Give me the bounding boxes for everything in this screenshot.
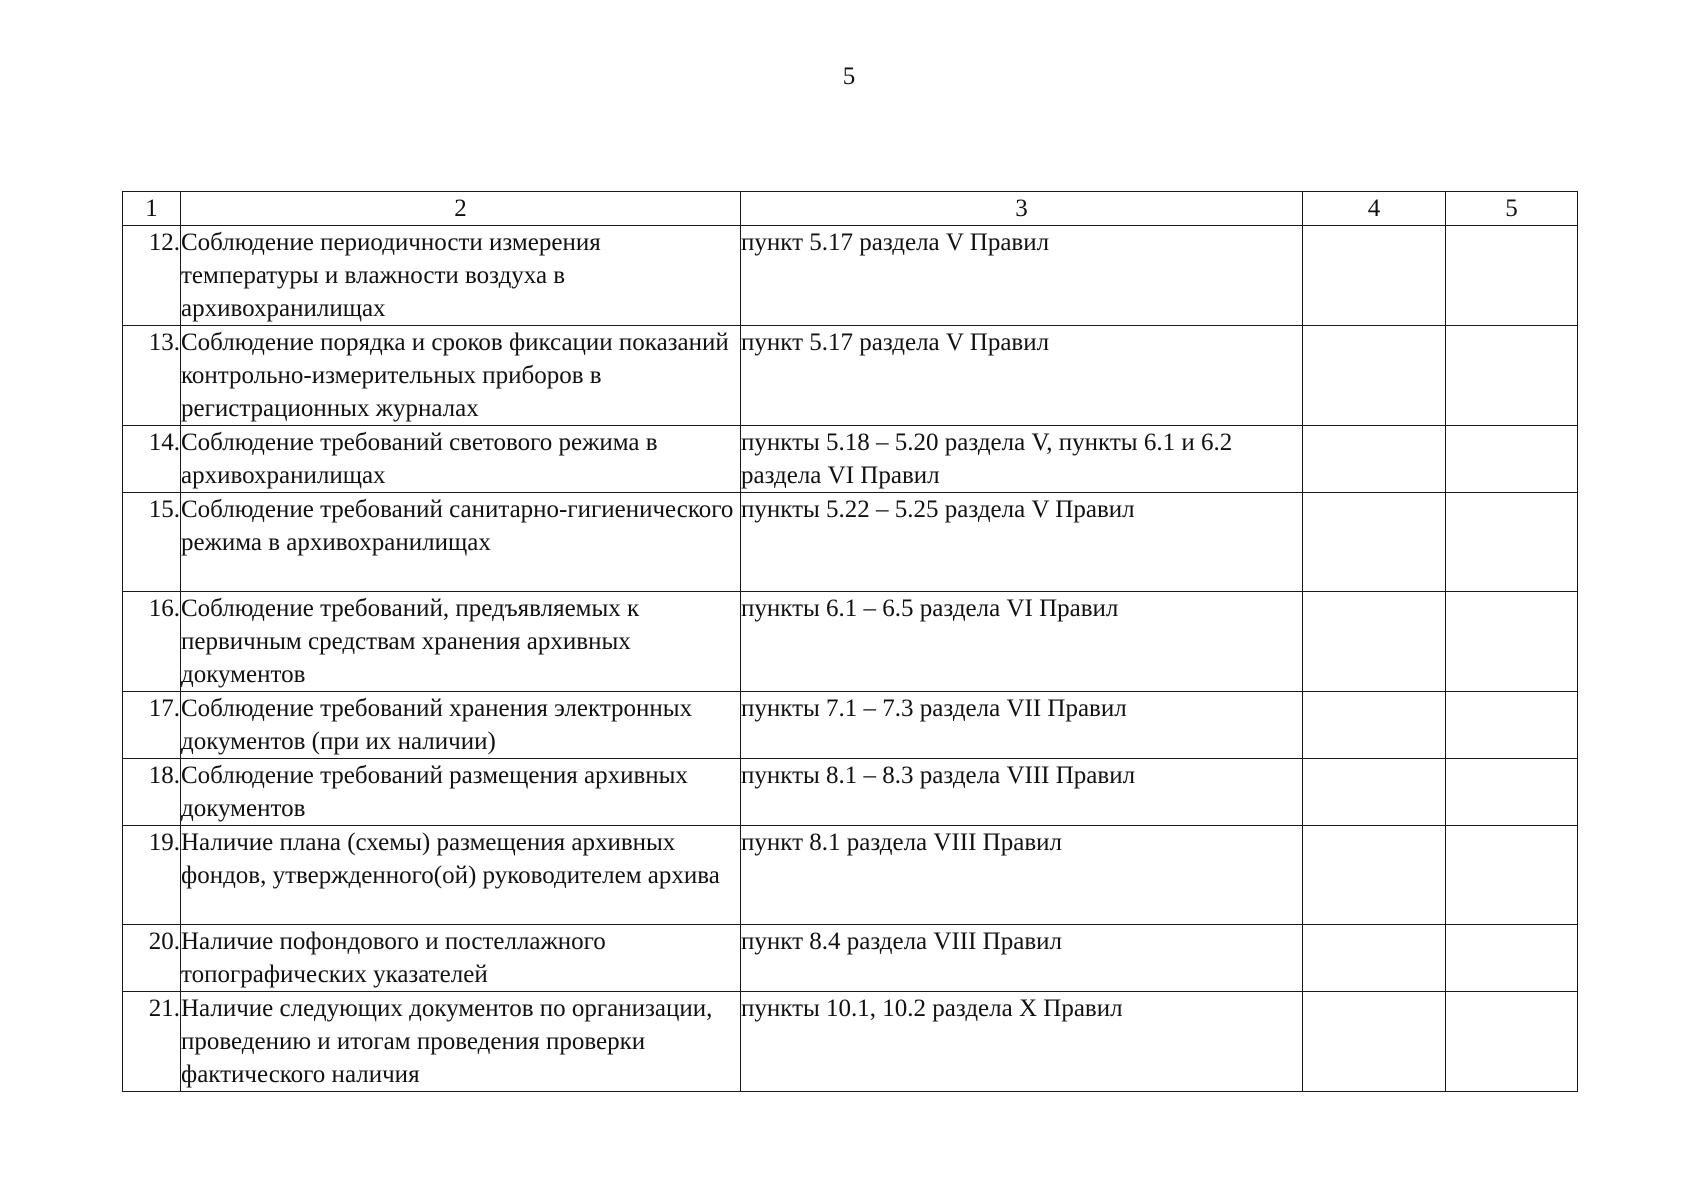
rules-reference: пункт 5.17 раздела V Правил	[741, 226, 1303, 326]
table-row	[123, 692, 1578, 759]
table-row	[123, 326, 1578, 426]
row-number: 17.	[123, 692, 181, 759]
row-number: 18.	[123, 759, 181, 826]
rules-reference: пункты 7.1 – 7.3 раздела VII Правил	[741, 692, 1303, 759]
table-row	[123, 992, 1578, 1092]
column-5-cell	[1446, 759, 1578, 826]
table-row	[123, 826, 1578, 925]
column-5-cell	[1446, 992, 1578, 1092]
rules-reference: пункт 8.1 раздела VIII Правил	[741, 826, 1303, 925]
table-row	[123, 925, 1578, 992]
column-4-cell	[1303, 692, 1446, 759]
column-4-cell	[1303, 992, 1446, 1092]
header-col-5: 5	[1446, 192, 1578, 226]
column-5-cell	[1446, 592, 1578, 692]
header-col-3: 3	[741, 192, 1303, 226]
column-4-cell	[1303, 826, 1446, 925]
requirement-text: Соблюдение требований санитарно-гигиенического режима в архивохранилищах	[181, 493, 741, 592]
requirement-text: Наличие пофондового и постеллажного топографических указателей	[181, 925, 741, 992]
requirement-text: Наличие следующих документов по организации, проведению и итогам проведения проверки фактического наличия	[181, 992, 741, 1092]
table-row	[123, 426, 1578, 493]
requirement-text: Соблюдение требований хранения электронных документов (при их наличии)	[181, 692, 741, 759]
row-number: 15.	[123, 493, 181, 592]
header-col-4: 4	[1303, 192, 1446, 226]
column-4-cell	[1303, 426, 1446, 493]
rules-reference: пункты 5.22 – 5.25 раздела V Правил	[741, 493, 1303, 592]
rules-reference: пункты 10.1, 10.2 раздела X Правил	[741, 992, 1303, 1092]
header-col-1: 1	[123, 192, 181, 226]
requirement-text: Соблюдение требований, предъявляемых к первичным средствам хранения архивных документов	[181, 592, 741, 692]
header-col-2: 2	[181, 192, 741, 226]
column-5-cell	[1446, 493, 1578, 592]
row-number: 20.	[123, 925, 181, 992]
requirement-text: Соблюдение требований светового режима в архивохранилищах	[181, 426, 741, 493]
column-5-cell	[1446, 826, 1578, 925]
column-5-cell	[1446, 426, 1578, 493]
rules-reference: пункты 8.1 – 8.3 раздела VIII Правил	[741, 759, 1303, 826]
table-row	[123, 226, 1578, 326]
row-number: 21.	[123, 992, 181, 1092]
requirement-text: Соблюдение требований размещения архивных документов	[181, 759, 741, 826]
column-5-cell	[1446, 326, 1578, 426]
requirement-text: Соблюдение порядка и сроков фиксации показаний контрольно-измерительных приборов в регистрационных журналах	[181, 326, 741, 426]
column-4-cell	[1303, 592, 1446, 692]
rules-reference: пункты 5.18 – 5.20 раздела V, пункты 6.1 и 6.2 раздела VI Правил	[741, 426, 1303, 493]
table-row	[123, 759, 1578, 826]
row-number: 19.	[123, 826, 181, 925]
column-4-cell	[1303, 226, 1446, 326]
row-number: 12.	[123, 226, 181, 326]
rules-reference: пункты 6.1 – 6.5 раздела VI Правил	[741, 592, 1303, 692]
column-4-cell	[1303, 759, 1446, 826]
row-number: 13.	[123, 326, 181, 426]
column-4-cell	[1303, 925, 1446, 992]
column-5-cell	[1446, 226, 1578, 326]
table-row	[123, 493, 1578, 592]
column-5-cell	[1446, 692, 1578, 759]
rules-reference: пункт 5.17 раздела V Правил	[741, 326, 1303, 426]
table-row	[123, 592, 1578, 692]
row-number: 16.	[123, 592, 181, 692]
requirement-text: Соблюдение периодичности измерения температуры и влажности воздуха в архивохранилищах	[181, 226, 741, 326]
column-4-cell	[1303, 326, 1446, 426]
column-5-cell	[1446, 925, 1578, 992]
rules-reference: пункт 8.4 раздела VIII Правил	[741, 925, 1303, 992]
column-4-cell	[1303, 493, 1446, 592]
table-header-row	[123, 192, 1578, 226]
row-number: 14.	[123, 426, 181, 493]
requirements-table	[122, 191, 1578, 1092]
page-number: 5	[842, 63, 856, 90]
requirement-text: Наличие плана (схемы) размещения архивных фондов, утвержденного(ой) руководителем архива	[181, 826, 741, 925]
